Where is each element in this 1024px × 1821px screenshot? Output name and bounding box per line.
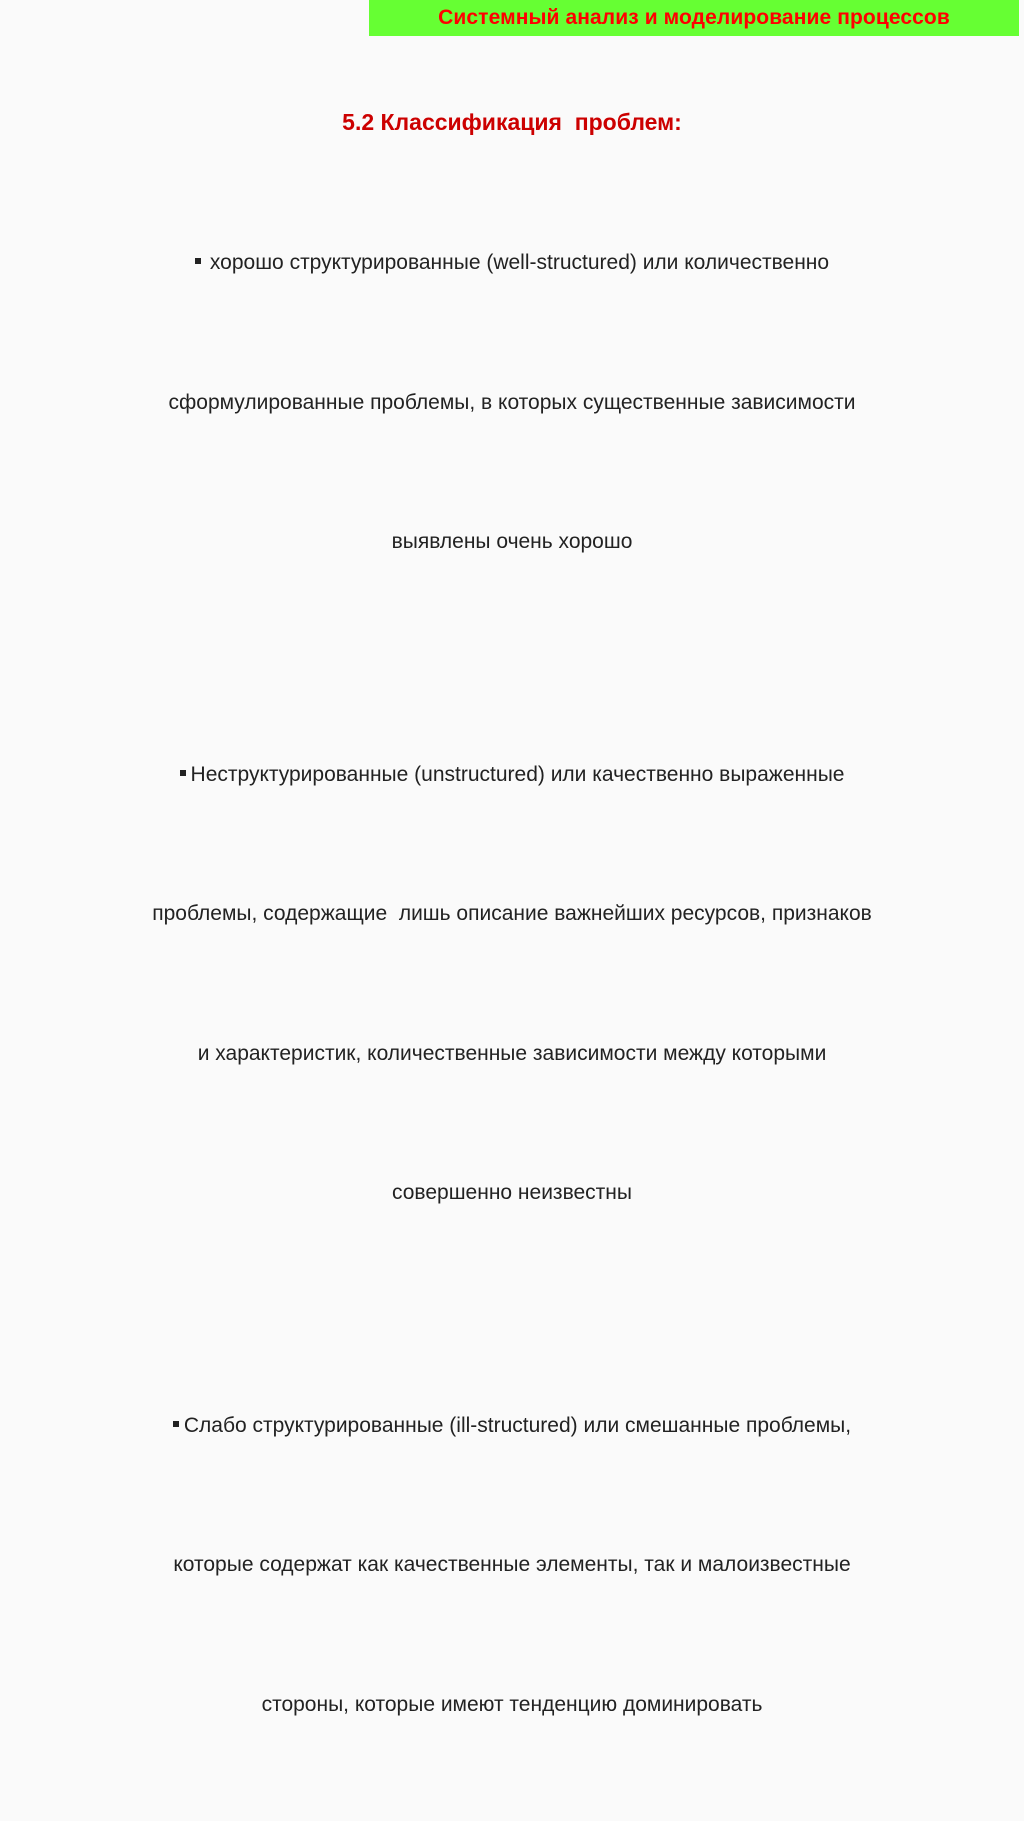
slide (0, 0, 1024, 767)
list-item-line: выявлены очень хорошо (30, 519, 994, 566)
list-item-ill-structured (30, 1310, 994, 1821)
square-bullet-icon (180, 770, 186, 776)
list-item-line: стороны, которые имеют тенденцию доминировать (30, 1682, 994, 1729)
list-item-line: совершенно неизвестны (30, 1170, 994, 1217)
section-title: 5.2 Классификация проблем: (30, 100, 994, 144)
list-item-line (30, 1403, 994, 1450)
square-bullet-icon (173, 1421, 179, 1427)
header-bar (369, 0, 1019, 36)
header-title: Системный анализ и моделирование процессов (438, 6, 950, 30)
square-bullet-icon (195, 258, 201, 264)
slide-content (30, 100, 994, 1821)
list-item-unstructured (30, 659, 994, 1310)
list-item-line: и характеристик, количественные зависимости между которыми (30, 1031, 994, 1078)
list-item-line: проблемы, содержащие лишь описание важнейших ресурсов, признаков (30, 891, 994, 938)
list-item-line: сформулированные проблемы, в которых существенные зависимости (30, 380, 994, 427)
list-item-line (30, 240, 994, 287)
list-item-text: Неструктурированные (unstructured) или качественно выраженные (191, 763, 845, 786)
list-item-text: Слабо структурированные (ill-structured) или смешанные проблемы, (184, 1414, 851, 1437)
list-item-line (30, 752, 994, 799)
list-item-text: хорошо структурированные (well-structured) или количественно (210, 251, 829, 274)
list-item-line: которые содержат как качественные элементы, так и малоизвестные (30, 1542, 994, 1589)
list-item-well-structured (30, 147, 994, 659)
